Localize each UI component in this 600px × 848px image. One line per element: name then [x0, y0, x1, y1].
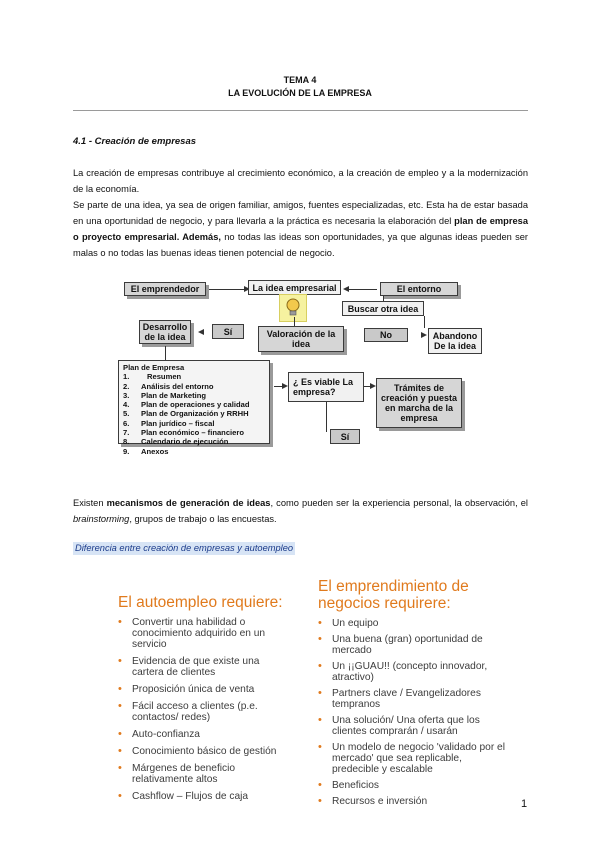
arrow-line: [294, 317, 295, 326]
ideas-bold: mecanismos de generación de ideas: [106, 498, 271, 508]
list-item: • Un equipo: [318, 618, 508, 629]
box-valoracion-idea: Valoración de la idea: [258, 326, 344, 352]
box-entorno: El entorno: [380, 282, 458, 296]
intro-sentence-2: [73, 197, 528, 261]
list-item: • Proposición única de venta: [118, 684, 288, 695]
list-item: • Un modelo de negocio 'validado por el mercado' que sea replicable, predecible y escalable: [318, 742, 508, 775]
list-item: • Beneficios: [318, 780, 508, 791]
lightbulb-icon: [279, 294, 307, 322]
plan-item: 4. Plan de operaciones y calidad: [123, 400, 250, 410]
box-buscar-otra-idea: Buscar otra idea: [342, 301, 424, 316]
list-item: • Un ¡¡GUAU!! (concepto innovador, atractivo): [318, 661, 508, 683]
header-divider: [73, 110, 528, 111]
intro-bold-plan: plan de empresa o proyecto empresarial.: [73, 216, 528, 242]
topic-number: TEMA 4: [283, 75, 317, 85]
plan-item: 7. Plan económico – financiero: [123, 428, 244, 438]
page-number: 1: [521, 798, 528, 810]
intro-paragraph: [73, 165, 528, 261]
autoempleo-title: El autoempleo requiere:: [118, 594, 283, 611]
document-header: [0, 74, 600, 100]
arrow-line: [209, 289, 245, 290]
label-no: No: [364, 328, 408, 342]
intro-text-a: Se parte de una idea, ya sea de origen familiar, amigos, fuentes especializadas, etc. Esta ha de estar basada en una oportunidad de negocio, y para llevarla a la práctica es necesaria la elaboración del: [73, 200, 528, 226]
list-item: • Una buena (gran) oportunidad de mercado: [318, 634, 508, 656]
plan-item: 2. Análisis del entorno: [123, 381, 214, 391]
list-item: • Recursos e inversión: [318, 796, 508, 807]
emprendimiento-title: El emprendimiento de negocios requirere:: [318, 578, 469, 612]
list-item: • Auto-confianza: [118, 729, 288, 740]
arrow-line: [424, 316, 425, 328]
plan-title: Plan de Empresa: [123, 363, 185, 372]
list-item: • Una solución/ Una oferta que los clientes comprarán / usarán: [318, 715, 508, 737]
autoempleo-list: [118, 617, 288, 802]
list-item: • Conocimiento básico de gestión: [118, 746, 288, 757]
plan-item: 9. Anexos: [123, 446, 169, 456]
list-item: • Márgenes de beneficio relativamente altos: [118, 763, 288, 785]
list-item: • Partners clave / Evangelizadores tempranos: [318, 688, 508, 710]
box-desarrollo-idea: Desarrollo de la idea: [139, 320, 191, 344]
box-tramites-creacion: Trámites de creación y puesta en marcha de la empresa: [376, 378, 462, 428]
plan-de-empresa-box: [118, 360, 270, 456]
page-title: LA EVOLUCIÓN DE LA EMPRESA: [228, 88, 372, 98]
comparison-subtitle: Diferencia entre creación de empresas y autoempleo: [75, 543, 294, 553]
plan-item: 3. Plan de Marketing: [123, 390, 206, 400]
section-title: 4.1 - Creación de empresas: [73, 136, 197, 147]
ideas-paragraph: Existen mecanismos de generación de ideas, como pueden ser la experiencia personal, la observación, el brainstorming, grupos de trabajo o las encuestas.: [73, 498, 528, 524]
arrow-line: [383, 296, 384, 301]
arrow-head: [198, 329, 204, 335]
label-si-2: Sí: [330, 429, 360, 444]
list-item: • Convertir una habilidad o conocimiento adquirido en un servicio: [118, 617, 288, 650]
arrow-head: [421, 332, 427, 338]
plan-item: 6. Plan jurídico – fiscal: [123, 418, 215, 428]
emprendimiento-column: [318, 578, 508, 812]
plan-item: 8. Calendario de ejecución: [123, 437, 229, 447]
business-creation-diagram: [118, 270, 482, 456]
box-abandono-idea: Abandono De la idea: [428, 328, 482, 354]
intro-bold-ademas: Además,: [179, 232, 221, 242]
list-item: • Cashflow – Flujos de caja: [118, 791, 288, 802]
intro-text-d: no todas las ideas son oportunidades, ya que algunas ideas pueden ser malas o no todas las buenas ideas tienen potencial de negocio.: [73, 232, 529, 258]
arrow-line: [165, 346, 166, 360]
arrow-line: [349, 289, 377, 290]
intro-sentence-1: La creación de empresas contribuye al crecimiento económico, a la creación de empleo y a la modernización de la economía.: [73, 168, 528, 194]
box-idea-empresarial: La idea empresarial: [248, 280, 341, 295]
emprendimiento-list: [318, 618, 508, 807]
plan-items-list: [123, 372, 265, 456]
ideas-italic: brainstorming: [73, 514, 130, 524]
list-item: • Fácil acceso a clientes (p.e. contactos/ redes): [118, 701, 288, 723]
box-emprendedor: El emprendedor: [124, 282, 206, 296]
label-si-1: Sí: [212, 324, 244, 339]
autoempleo-column: [118, 594, 288, 808]
arrow-line: [326, 402, 327, 432]
list-item: • Evidencia de que existe una cartera de clientes: [118, 656, 288, 678]
box-es-viable: ¿ Es viable La empresa?: [288, 372, 364, 402]
plan-item: 1. Resumen: [123, 372, 182, 382]
plan-item: 5. Plan de Organización y RRHH: [123, 409, 249, 419]
